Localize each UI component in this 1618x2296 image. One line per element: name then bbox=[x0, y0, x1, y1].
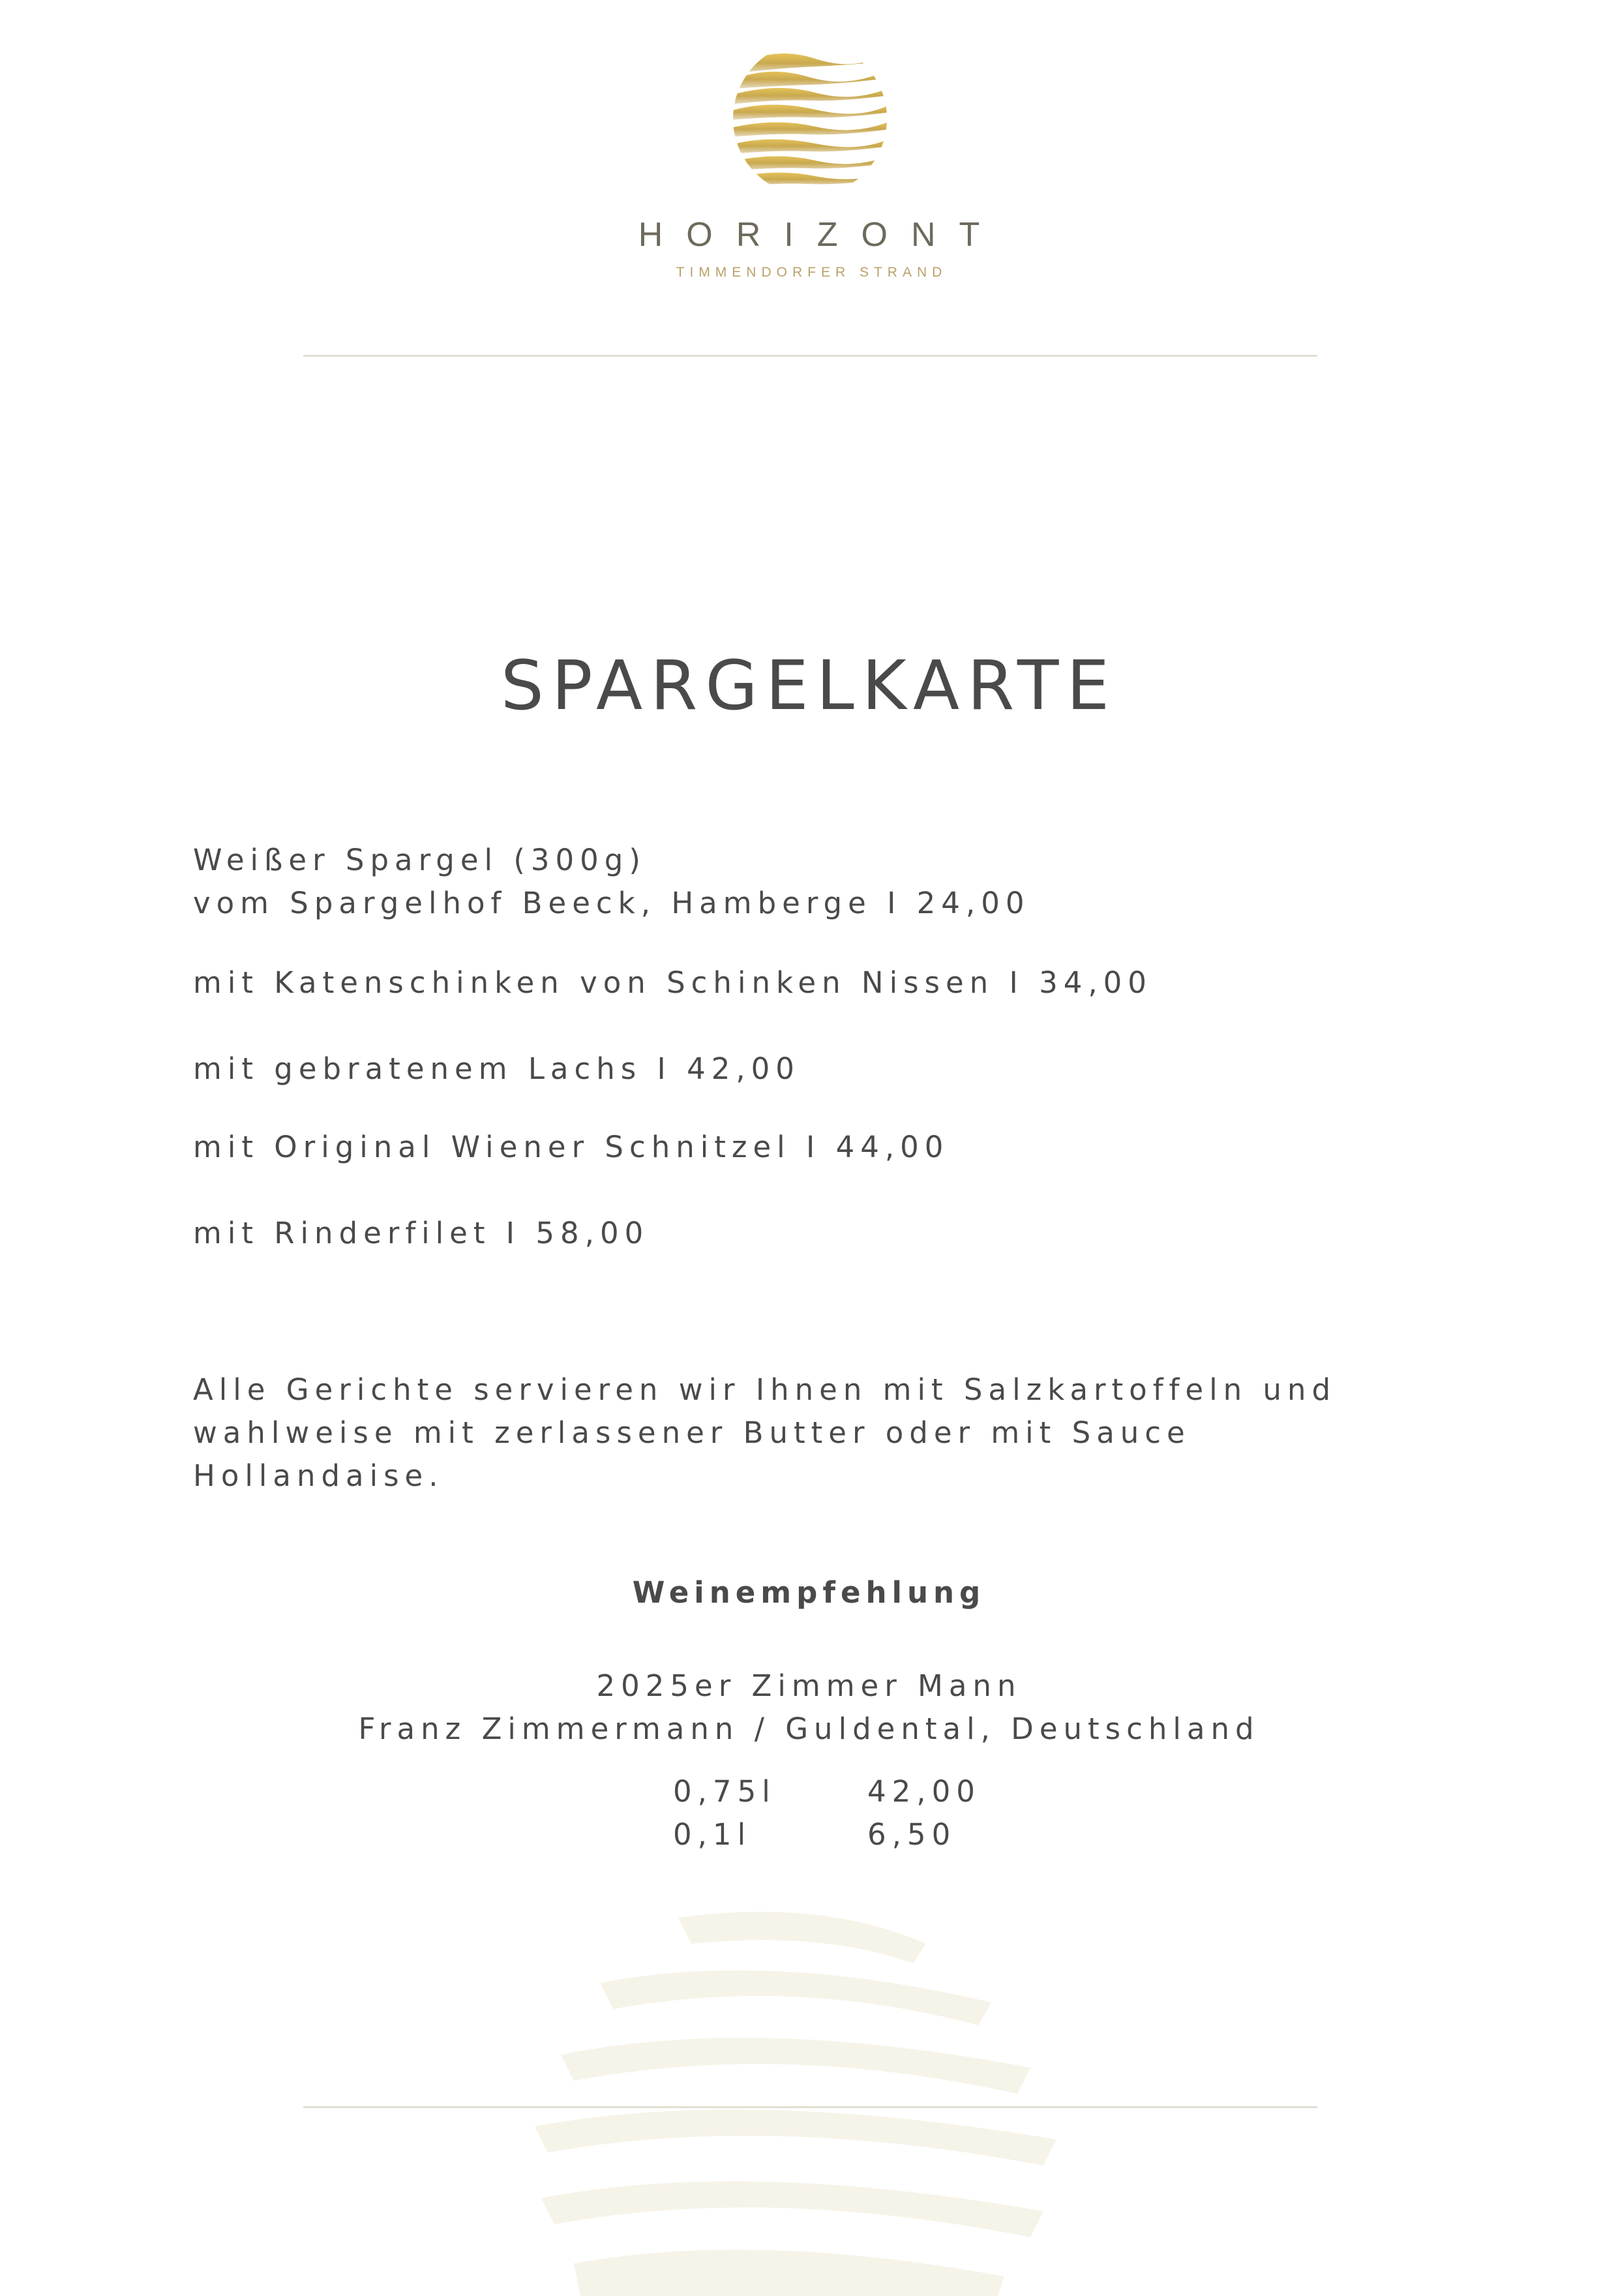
wine-price: 42,00 bbox=[867, 1774, 981, 1809]
brand-name: HORIZONT bbox=[638, 216, 1004, 254]
wine-heading: Weinempfehlung bbox=[632, 1575, 986, 1610]
wine-producer: Franz Zimmermann / Guldental, Deutschland bbox=[358, 1712, 1260, 1746]
note-line: Hollandaise. bbox=[193, 1458, 444, 1493]
page-title: SPARGELKARTE bbox=[500, 646, 1118, 725]
menu-option: mit gebratenem Lachs I 42,00 bbox=[193, 1051, 800, 1086]
main-item-name: Weißer Spargel (300g) bbox=[193, 843, 646, 877]
wine-size: 0,1l bbox=[673, 1817, 752, 1852]
wine-price: 6,50 bbox=[867, 1817, 957, 1852]
wine-size: 0,75l bbox=[673, 1774, 776, 1809]
note-line: wahlweise mit zerlassener Butter oder mit Sauce bbox=[193, 1415, 1191, 1450]
menu-option: mit Katenschinken von Schinken Nissen I 34,00 bbox=[193, 965, 1152, 1000]
note-line: Alle Gerichte servieren wir Ihnen mit Salzkartoffeln und bbox=[193, 1372, 1337, 1407]
top-divider bbox=[303, 355, 1317, 357]
sun-waves-logo-icon bbox=[730, 39, 890, 199]
brand-subtitle: TIMMENDORFER STRAND bbox=[676, 265, 948, 280]
main-item-origin: vom Spargelhof Beeck, Hamberge I 24,00 bbox=[193, 886, 1030, 920]
bottom-divider bbox=[303, 2106, 1317, 2108]
waves-watermark-icon bbox=[430, 1905, 1213, 2296]
menu-option: mit Rinderfilet I 58,00 bbox=[193, 1216, 650, 1250]
wine-name: 2025er Zimmer Mann bbox=[596, 1669, 1022, 1703]
menu-option: mit Original Wiener Schnitzel I 44,00 bbox=[193, 1130, 950, 1164]
